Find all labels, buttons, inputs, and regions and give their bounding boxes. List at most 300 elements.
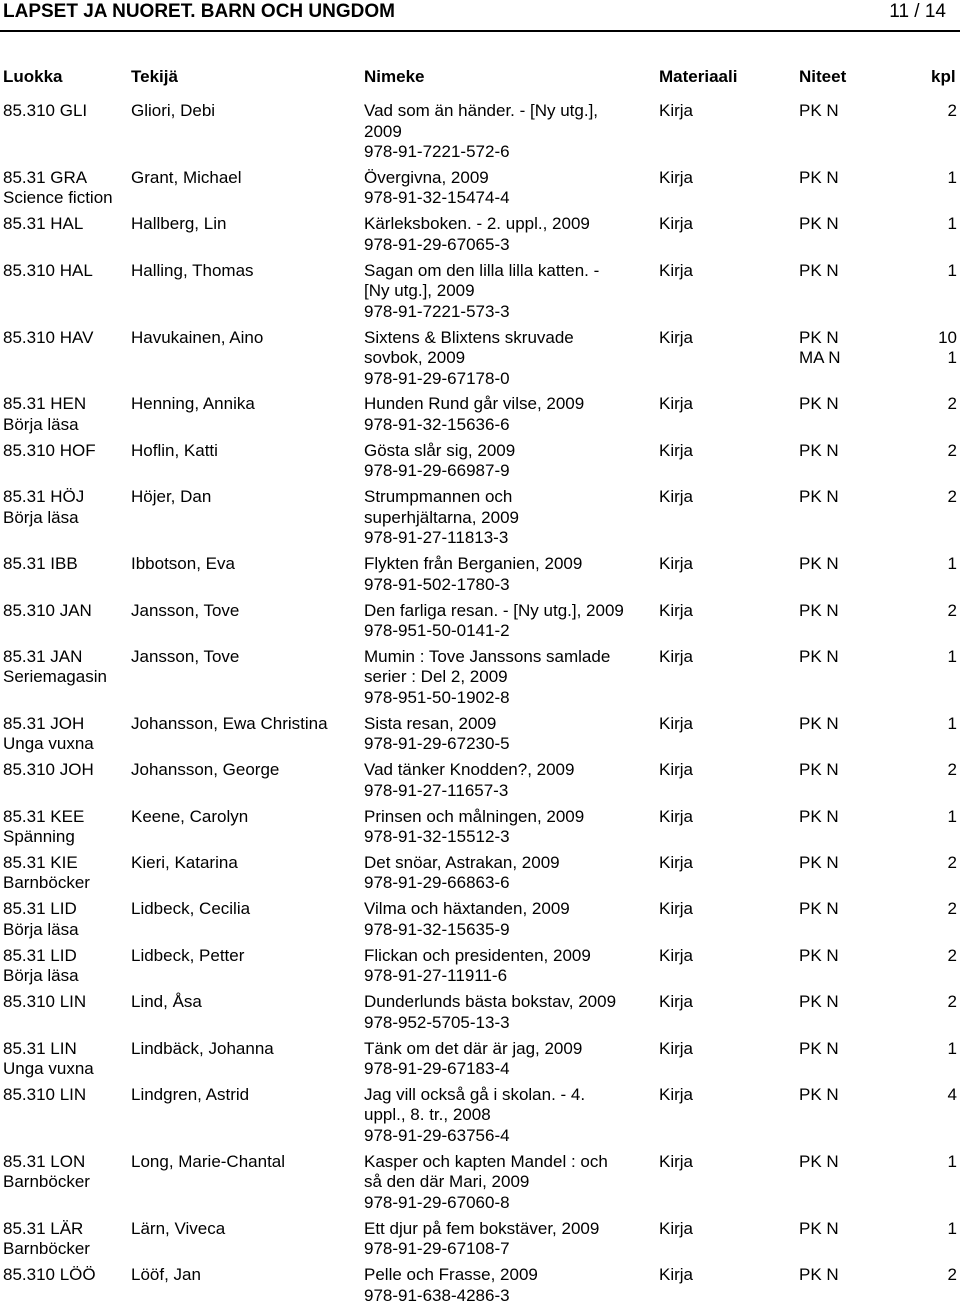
count-cell-line: 1: [947, 348, 957, 368]
author-cell: Höjer, Dan: [131, 487, 212, 507]
count-cell-line: 4: [947, 1084, 957, 1104]
title-cell-line: 978-951-50-0141-2: [364, 621, 510, 641]
material-cell: Kirja: [659, 760, 694, 780]
count-cell-line: 1: [947, 214, 957, 234]
count-cell: [905, 992, 957, 1013]
title-cell-line: [Ny utg.], 2009: [364, 281, 475, 301]
table-row: [0, 714, 960, 760]
classification-cell-line: Seriemagasin: [3, 667, 107, 687]
title-cell-line: 978-91-29-66987-9: [364, 461, 510, 481]
copies-location-cell-line: PK N: [799, 992, 839, 1012]
table-row: [0, 261, 960, 328]
classification-cell: [3, 441, 128, 462]
copies-location-cell-line: PK N: [799, 1038, 839, 1058]
count-cell: [905, 394, 957, 415]
classification-cell: [3, 101, 128, 122]
count-cell: [905, 1219, 957, 1240]
table-row: [0, 328, 960, 395]
count-cell: [905, 1085, 957, 1106]
column-header-nimeke: Nimeke: [364, 67, 425, 86]
count-cell: [905, 946, 957, 967]
classification-cell: [3, 214, 128, 235]
table-row: [0, 168, 960, 214]
author-cell: Grant, Michael: [131, 167, 242, 187]
title-cell-line: 978-91-32-15635-9: [364, 919, 510, 939]
author-cell: Keene, Carolyn: [131, 806, 249, 826]
classification-cell-line: 85.31 IBB: [3, 554, 78, 574]
copies-location-cell: [799, 101, 899, 122]
table-row: [0, 394, 960, 440]
title-cell-line: 978-91-32-15474-4: [364, 188, 510, 208]
copies-location-cell-line: PK N: [799, 1265, 839, 1285]
copies-location-cell-line: PK N: [799, 806, 839, 826]
title-cell: [364, 214, 656, 255]
title-cell: [364, 601, 656, 642]
copies-location-cell-line: PK N: [799, 852, 839, 872]
copies-location-cell-line: PK N: [799, 600, 839, 620]
count-cell: [905, 807, 957, 828]
title-cell-line: 978-91-7221-573-3: [364, 301, 510, 321]
copies-location-cell: [799, 601, 899, 622]
title-cell-line: Vilma och häxtanden, 2009: [364, 899, 570, 919]
title-cell: [364, 1265, 656, 1306]
count-cell-line: 2: [947, 852, 957, 872]
header-rule: [0, 30, 960, 32]
table-row: [0, 899, 960, 945]
classification-cell: [3, 853, 128, 894]
copies-location-cell: [799, 168, 899, 189]
classification-cell-line: Spänning: [3, 827, 75, 847]
copies-location-cell-line: PK N: [799, 487, 839, 507]
title-cell-line: 978-91-29-67183-4: [364, 1059, 510, 1079]
title-cell-line: 978-91-32-15512-3: [364, 827, 510, 847]
count-cell: [905, 168, 957, 189]
title-cell: [364, 647, 656, 709]
title-cell: [364, 714, 656, 755]
title-cell: [364, 807, 656, 848]
material-cell: Kirja: [659, 992, 694, 1012]
classification-cell-line: Börja läsa: [3, 966, 79, 986]
count-cell: [905, 899, 957, 920]
author-cell: Henning, Annika: [131, 394, 255, 414]
classification-cell: [3, 807, 128, 848]
material-cell: Kirja: [659, 394, 694, 414]
material-cell: Kirja: [659, 1265, 694, 1285]
classification-cell-line: Unga vuxna: [3, 1059, 94, 1079]
title-cell-line: Den farliga resan. - [Ny utg.], 2009: [364, 600, 624, 620]
classification-cell: [3, 394, 128, 435]
title-cell-line: 978-91-29-67178-0: [364, 368, 510, 388]
author-cell: Gliori, Debi: [131, 101, 216, 120]
title-cell-line: 978-952-5705-13-3: [364, 1012, 510, 1032]
classification-cell-line: 85.310 HAV: [3, 327, 94, 347]
classification-cell: [3, 992, 128, 1013]
copies-location-cell-line: MA N: [799, 348, 841, 368]
count-cell-line: 1: [947, 554, 957, 574]
table-row: [0, 1265, 960, 1311]
title-cell-line: Mumin : Tove Janssons samlade: [364, 646, 611, 666]
classification-cell: [3, 1219, 128, 1260]
author-cell: Lärn, Viveca: [131, 1218, 226, 1238]
copies-location-cell-line: PK N: [799, 1084, 839, 1104]
classification-cell-line: 85.310 LIN: [3, 992, 87, 1012]
title-cell-line: Dunderlunds bästa bokstav, 2009: [364, 992, 617, 1012]
title-cell: [364, 487, 656, 549]
classification-cell: [3, 647, 128, 688]
title-cell-line: Det snöar, Astrakan, 2009: [364, 852, 560, 872]
column-header-materiaali: Materiaali: [659, 67, 738, 86]
count-cell: [905, 441, 957, 462]
copies-location-cell-line: PK N: [799, 260, 839, 280]
title-cell: [364, 168, 656, 209]
material-cell: Kirja: [659, 806, 694, 826]
material-cell: Kirja: [659, 600, 694, 620]
catalog-table: [0, 101, 960, 1311]
classification-cell: [3, 946, 128, 987]
count-cell-line: 2: [947, 487, 957, 507]
title-cell-line: Sista resan, 2009: [364, 713, 497, 733]
title-cell-line: Vad tänker Knodden?, 2009: [364, 760, 575, 780]
copies-location-cell: [799, 899, 899, 920]
copies-location-cell-line: PK N: [799, 1151, 839, 1171]
material-cell: Kirja: [659, 440, 694, 460]
author-cell: Ibbotson, Eva: [131, 554, 235, 574]
classification-cell-line: 85.31 HÖJ: [3, 487, 85, 507]
classification-cell: [3, 487, 128, 528]
copies-location-cell-line: PK N: [799, 394, 839, 414]
classification-cell-line: Börja läsa: [3, 919, 79, 939]
title-cell: [364, 261, 656, 323]
count-cell: [905, 853, 957, 874]
title-cell: [364, 760, 656, 801]
count-cell: [905, 1039, 957, 1060]
copies-location-cell-line: PK N: [799, 214, 839, 234]
title-cell-line: Prinsen och målningen, 2009: [364, 806, 585, 826]
count-cell-line: 2: [947, 945, 957, 965]
title-cell: [364, 1085, 656, 1147]
table-row: [0, 807, 960, 853]
table-row: [0, 853, 960, 899]
author-cell: Johansson, George: [131, 760, 280, 780]
copies-location-cell: [799, 1265, 899, 1286]
classification-cell: [3, 1265, 128, 1286]
count-cell-line: 2: [947, 101, 957, 120]
table-row: [0, 647, 960, 714]
copies-location-cell: [799, 214, 899, 235]
classification-cell-line: 85.31 LID: [3, 899, 77, 919]
title-cell-line: Jag vill också gå i skolan. - 4.: [364, 1084, 586, 1104]
title-cell-line: 978-91-27-11911-6: [364, 966, 508, 986]
count-cell-line: 1: [947, 713, 957, 733]
classification-cell: [3, 714, 128, 755]
column-headers: [0, 67, 960, 89]
column-header-niteet: Niteet: [799, 67, 847, 86]
title-cell-line: 978-951-50-1902-8: [364, 687, 510, 707]
count-cell: [905, 214, 957, 235]
classification-cell-line: Unga vuxna: [3, 734, 94, 754]
table-row: [0, 101, 960, 168]
copies-location-cell-line: PK N: [799, 1218, 839, 1238]
title-cell-line: Övergivna, 2009: [364, 167, 489, 187]
classification-cell: [3, 1152, 128, 1193]
material-cell: Kirja: [659, 101, 694, 120]
title-cell: [364, 554, 656, 595]
title-cell-line: 978-91-502-1780-3: [364, 574, 510, 594]
classification-cell-line: 85.31 LÄR: [3, 1218, 84, 1238]
count-cell-line: 2: [947, 600, 957, 620]
table-row: [0, 1085, 960, 1152]
title-cell-line: Strumpmannen och: [364, 487, 513, 507]
title-cell-line: uppl., 8. tr., 2008: [364, 1105, 491, 1125]
title-cell-line: 978-91-29-67230-5: [364, 734, 510, 754]
copies-location-cell-line: PK N: [799, 554, 839, 574]
classification-cell-line: 85.31 JOH: [3, 713, 85, 733]
title-cell-line: 978-91-7221-572-6: [364, 142, 510, 161]
title-cell: [364, 1152, 656, 1214]
table-row: [0, 1152, 960, 1219]
copies-location-cell: [799, 1039, 899, 1060]
author-cell: Havukainen, Aino: [131, 327, 264, 347]
title-cell: [364, 328, 656, 390]
title-cell-line: Kärleksboken. - 2. uppl., 2009: [364, 214, 590, 234]
page-header: [0, 0, 960, 24]
classification-cell-line: 85.310 HOF: [3, 440, 96, 460]
classification-cell-line: 85.310 GLI: [3, 101, 88, 120]
count-cell-line: 1: [947, 806, 957, 826]
copies-location-cell-line: PK N: [799, 945, 839, 965]
title-cell-line: superhjältarna, 2009: [364, 507, 520, 527]
author-cell: Lindbäck, Johanna: [131, 1038, 274, 1058]
table-row: [0, 946, 960, 992]
count-cell-line: 2: [947, 440, 957, 460]
title-cell-line: Pelle och Frasse, 2009: [364, 1265, 538, 1285]
material-cell: Kirja: [659, 899, 694, 919]
classification-cell-line: 85.310 LIN: [3, 1084, 87, 1104]
title-cell: [364, 1219, 656, 1260]
count-cell-line: 2: [947, 992, 957, 1012]
classification-cell-line: Börja läsa: [3, 507, 79, 527]
table-row: [0, 1219, 960, 1265]
classification-cell: [3, 760, 128, 781]
author-cell: Lööf, Jan: [131, 1265, 201, 1285]
author-cell: Hallberg, Lin: [131, 214, 227, 234]
count-cell-line: 2: [947, 1265, 957, 1285]
classification-cell-line: 85.31 LIN: [3, 1038, 77, 1058]
classification-cell: [3, 899, 128, 940]
copies-location-cell: [799, 946, 899, 967]
copies-location-cell: [799, 441, 899, 462]
table-row: [0, 487, 960, 554]
material-cell: Kirja: [659, 327, 694, 347]
title-cell-line: 978-91-29-67108-7: [364, 1239, 510, 1259]
page-title: LAPSET JA NUORET. BARN OCH UNGDOM: [3, 1, 395, 22]
copies-location-cell-line: PK N: [799, 899, 839, 919]
copies-location-cell: [799, 760, 899, 781]
title-cell-line: Ett djur på fem bokstäver, 2009: [364, 1218, 600, 1238]
classification-cell-line: 85.31 KEE: [3, 806, 85, 826]
classification-cell-line: 85.31 JAN: [3, 646, 83, 666]
classification-cell: [3, 1039, 128, 1080]
copies-location-cell: [799, 328, 899, 369]
material-cell: Kirja: [659, 260, 694, 280]
count-cell: [905, 1265, 957, 1286]
material-cell: Kirja: [659, 554, 694, 574]
classification-cell: [3, 261, 128, 282]
title-cell-line: Sagan om den lilla lilla katten. -: [364, 260, 600, 280]
classification-cell-line: 85.310 LÖÖ: [3, 1265, 96, 1285]
author-cell: Lidbeck, Cecilia: [131, 899, 251, 919]
count-cell: [905, 601, 957, 622]
title-cell-line: Vad som än händer. - [Ny utg.],: [364, 101, 599, 120]
title-cell-line: Flykten från Berganien, 2009: [364, 554, 583, 574]
copies-location-cell: [799, 714, 899, 735]
title-cell-line: sovbok, 2009: [364, 348, 466, 368]
title-cell-line: 2009: [364, 121, 402, 141]
title-cell-line: 978-91-32-15636-6: [364, 414, 510, 434]
count-cell-line: 1: [947, 260, 957, 280]
title-cell: [364, 853, 656, 894]
material-cell: Kirja: [659, 1038, 694, 1058]
count-cell: [905, 1152, 957, 1173]
copies-location-cell-line: PK N: [799, 101, 839, 120]
count-cell-line: 2: [947, 899, 957, 919]
classification-cell-line: 85.310 HAL: [3, 260, 93, 280]
table-row: [0, 760, 960, 806]
material-cell: Kirja: [659, 1151, 694, 1171]
count-cell-line: 2: [947, 394, 957, 414]
classification-cell-line: 85.310 JAN: [3, 600, 92, 620]
title-cell: [364, 946, 656, 987]
title-cell-line: 978-91-29-66863-6: [364, 873, 510, 893]
table-row: [0, 992, 960, 1038]
classification-cell-line: 85.31 LON: [3, 1151, 86, 1171]
table-row: [0, 441, 960, 487]
material-cell: Kirja: [659, 487, 694, 507]
author-cell: Lindgren, Astrid: [131, 1084, 250, 1104]
count-cell: [905, 261, 957, 282]
classification-cell: [3, 554, 128, 575]
classification-cell: [3, 1085, 128, 1106]
classification-cell-line: Börja läsa: [3, 414, 79, 434]
material-cell: Kirja: [659, 713, 694, 733]
count-cell-line: 10: [938, 327, 957, 347]
copies-location-cell-line: PK N: [799, 713, 839, 733]
table-row: [0, 601, 960, 647]
copies-location-cell-line: PK N: [799, 440, 839, 460]
author-cell: Hoflin, Katti: [131, 440, 218, 460]
count-cell: [905, 328, 957, 369]
title-cell: [364, 101, 656, 163]
classification-cell: [3, 328, 128, 349]
copies-location-cell: [799, 1152, 899, 1173]
title-cell-line: Kasper och kapten Mandel : och: [364, 1151, 608, 1171]
classification-cell-line: 85.310 JOH: [3, 760, 94, 780]
title-cell-line: 978-91-638-4286-3: [364, 1285, 510, 1305]
column-header-luokka: Luokka: [3, 67, 63, 86]
count-cell: [905, 760, 957, 781]
table-row: [0, 214, 960, 260]
copies-location-cell: [799, 807, 899, 828]
author-cell: Lind, Åsa: [131, 992, 202, 1012]
column-header-kpl: kpl: [931, 67, 956, 86]
material-cell: Kirja: [659, 167, 694, 187]
material-cell: Kirja: [659, 646, 694, 666]
material-cell: Kirja: [659, 1218, 694, 1238]
title-cell-line: 978-91-29-67060-8: [364, 1192, 510, 1212]
title-cell: [364, 394, 656, 435]
title-cell-line: 978-91-29-67065-3: [364, 234, 510, 254]
classification-cell-line: Barnböcker: [3, 1239, 90, 1259]
title-cell-line: serier : Del 2, 2009: [364, 667, 508, 687]
title-cell: [364, 992, 656, 1033]
classification-cell-line: Science fiction: [3, 188, 113, 208]
copies-location-cell-line: PK N: [799, 327, 839, 347]
table-row: [0, 554, 960, 600]
classification-cell-line: 85.31 HEN: [3, 394, 87, 414]
material-cell: Kirja: [659, 852, 694, 872]
copies-location-cell-line: PK N: [799, 167, 839, 187]
count-cell: [905, 487, 957, 508]
material-cell: Kirja: [659, 945, 694, 965]
title-cell-line: Hunden Rund går vilse, 2009: [364, 394, 585, 414]
classification-cell-line: 85.31 KIE: [3, 852, 78, 872]
title-cell-line: Tänk om det där är jag, 2009: [364, 1038, 583, 1058]
title-cell: [364, 1039, 656, 1080]
copies-location-cell-line: PK N: [799, 760, 839, 780]
copies-location-cell: [799, 1085, 899, 1106]
copies-location-cell: [799, 647, 899, 668]
author-cell: Halling, Thomas: [131, 260, 254, 280]
copies-location-cell: [799, 261, 899, 282]
classification-cell-line: 85.31 GRA: [3, 167, 88, 187]
count-cell-line: 2: [947, 760, 957, 780]
count-cell-line: 1: [947, 646, 957, 666]
title-cell-line: 978-91-27-11657-3: [364, 780, 509, 800]
classification-cell-line: 85.31 LID: [3, 945, 77, 965]
table-row: [0, 1039, 960, 1085]
count-cell: [905, 647, 957, 668]
count-cell-line: 1: [947, 1038, 957, 1058]
title-cell-line: så den där Mari, 2009: [364, 1172, 530, 1192]
classification-cell-line: Barnböcker: [3, 873, 90, 893]
copies-location-cell: [799, 992, 899, 1013]
classification-cell-line: 85.31 HAL: [3, 214, 84, 234]
count-cell: [905, 554, 957, 575]
copies-location-cell: [799, 1219, 899, 1240]
title-cell-line: Flickan och presidenten, 2009: [364, 945, 591, 965]
count-cell-line: 1: [947, 1151, 957, 1171]
copies-location-cell: [799, 554, 899, 575]
author-cell: Jansson, Tove: [131, 600, 240, 620]
title-cell-line: Sixtens & Blixtens skruvade: [364, 327, 574, 347]
material-cell: Kirja: [659, 1084, 694, 1104]
author-cell: Lidbeck, Petter: [131, 945, 245, 965]
copies-location-cell-line: PK N: [799, 646, 839, 666]
author-cell: Johansson, Ewa Christina: [131, 713, 328, 733]
count-cell: [905, 714, 957, 735]
classification-cell-line: Barnböcker: [3, 1172, 90, 1192]
column-header-tekija: Tekijä: [131, 67, 178, 86]
count-cell-line: 1: [947, 167, 957, 187]
title-cell-line: 978-91-29-63756-4: [364, 1125, 510, 1145]
count-cell-line: 1: [947, 1218, 957, 1238]
classification-cell: [3, 168, 128, 209]
title-cell: [364, 441, 656, 482]
title-cell: [364, 899, 656, 940]
material-cell: Kirja: [659, 214, 694, 234]
title-cell-line: Gösta slår sig, 2009: [364, 440, 516, 460]
copies-location-cell: [799, 487, 899, 508]
